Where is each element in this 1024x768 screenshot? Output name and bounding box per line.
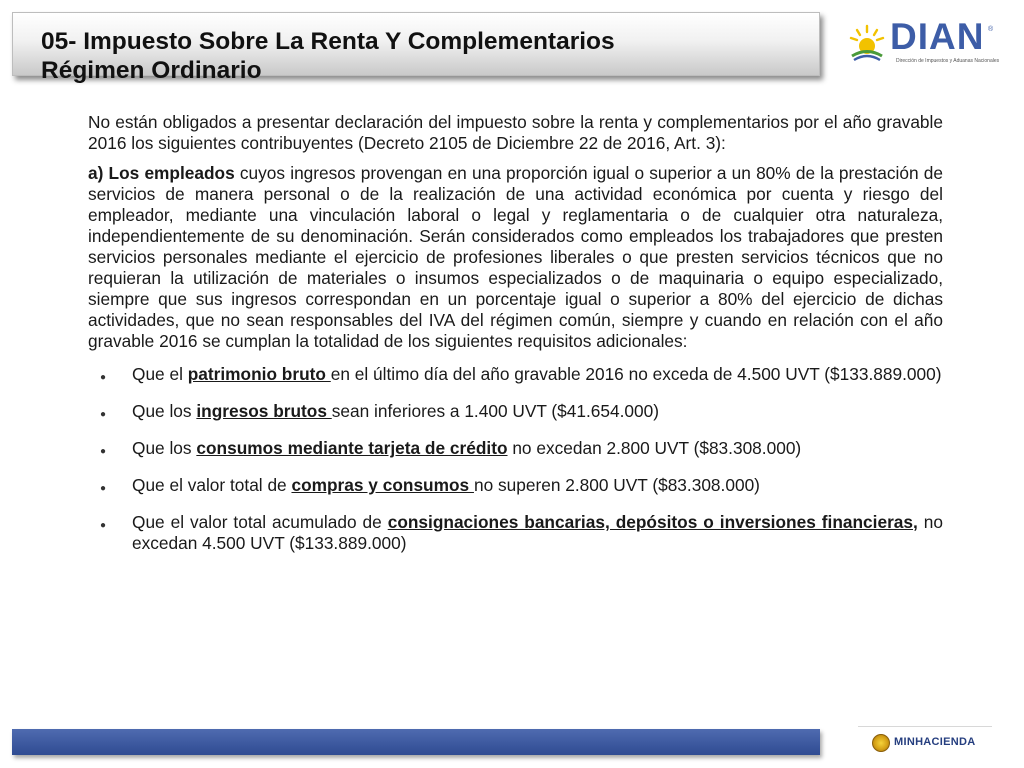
req-suffix: sean inferiores a 1.400 UVT ($41.654.000) (331, 401, 660, 421)
list-item (88, 401, 943, 422)
bullet-icon: ● (100, 372, 107, 383)
req-suffix: en el último día del año gravable 2016 no exceda de 4.500 UVT ($133.889.000) (330, 364, 942, 384)
req-highlight: consignaciones bancarias, depósitos o inversiones financieras, (387, 512, 918, 532)
footer-divider (858, 726, 992, 727)
bullet-icon: ● (100, 483, 107, 494)
list-item (88, 438, 943, 459)
employees-paragraph (88, 163, 943, 352)
bullet-icon: ● (100, 446, 107, 457)
req-prefix: Que los (132, 438, 197, 458)
coat-of-arms-icon (872, 734, 890, 752)
req-prefix: Que los (132, 401, 197, 421)
title-banner (12, 12, 820, 84)
logo-wordmark: DIAN (890, 16, 985, 57)
page-title (41, 27, 615, 85)
bullet-icon: ● (100, 409, 107, 420)
ministry-name: MINHACIENDA (894, 736, 976, 748)
minhacienda-logo (860, 728, 994, 758)
sun-icon (846, 20, 888, 62)
req-prefix: Que el (132, 364, 188, 384)
requirements-list (88, 364, 943, 554)
list-item (88, 364, 943, 385)
req-highlight: compras y consumos (291, 475, 474, 495)
title-line-1: 05- Impuesto Sobre La Renta Y Complementarios (41, 28, 615, 55)
list-item (88, 512, 943, 554)
req-highlight: ingresos brutos (196, 401, 332, 421)
req-suffix: no superen 2.800 UVT ($83.308.000) (473, 475, 760, 495)
req-suffix: no excedan 2.800 UVT ($83.308.000) (507, 438, 802, 458)
intro-paragraph: No están obligados a presentar declaración del impuesto sobre la renta y complementarios por el año gravable 2016 los siguientes contribuyentes (Decreto 2105 de Diciembre 22 de 2016, Art. 3): (88, 112, 943, 153)
bullet-icon: ● (100, 520, 107, 531)
slide-body (88, 112, 943, 570)
req-prefix: Que el valor total acumulado de (132, 512, 388, 532)
logo-subtitle: Dirección de Impuestos y Aduanas Nacionales (896, 58, 1000, 64)
employees-text: cuyos ingresos provengan en una proporción igual o superior a un 80% de la prestación de servicios de manera personal o de la realización de una actividad económica por cuenta y riesgo del empleador, mediante una vinculación laboral o legal y reglamentaria o de cualquier otra naturaleza, independientemente de su denominación. Serán considerados como empleados los trabajadores que presten servicios personales mediante el ejercicio de profesiones liberales o que presten servicios técnicos que no requieran la utilización de materiales o insumos especializados o de maquinaria o equipo especializado, siempre que sus ingresos correspondan en un porcentaje igual o superior a 80% del ejercicio de dichas actividades, que no sean responsables del IVA del régimen común, siempre y cuando en relación con el año gravable 2016 se cumplan la totalidad de los siguientes requisitos adicionales: (88, 163, 943, 351)
list-item (88, 475, 943, 496)
registered-mark: ® (988, 26, 994, 33)
dian-logo (846, 16, 1000, 68)
footer-bar (12, 729, 820, 755)
title-line-2: Régimen Ordinario (41, 57, 262, 84)
employees-lead: a) Los empleados (88, 163, 235, 183)
req-highlight: patrimonio bruto (187, 364, 331, 384)
req-prefix: Que el valor total de (132, 475, 292, 495)
req-highlight: consumos mediante tarjeta de crédito (196, 438, 508, 458)
req-suffix: no excedan 4.500 UVT ($133.889.000) (132, 512, 943, 553)
